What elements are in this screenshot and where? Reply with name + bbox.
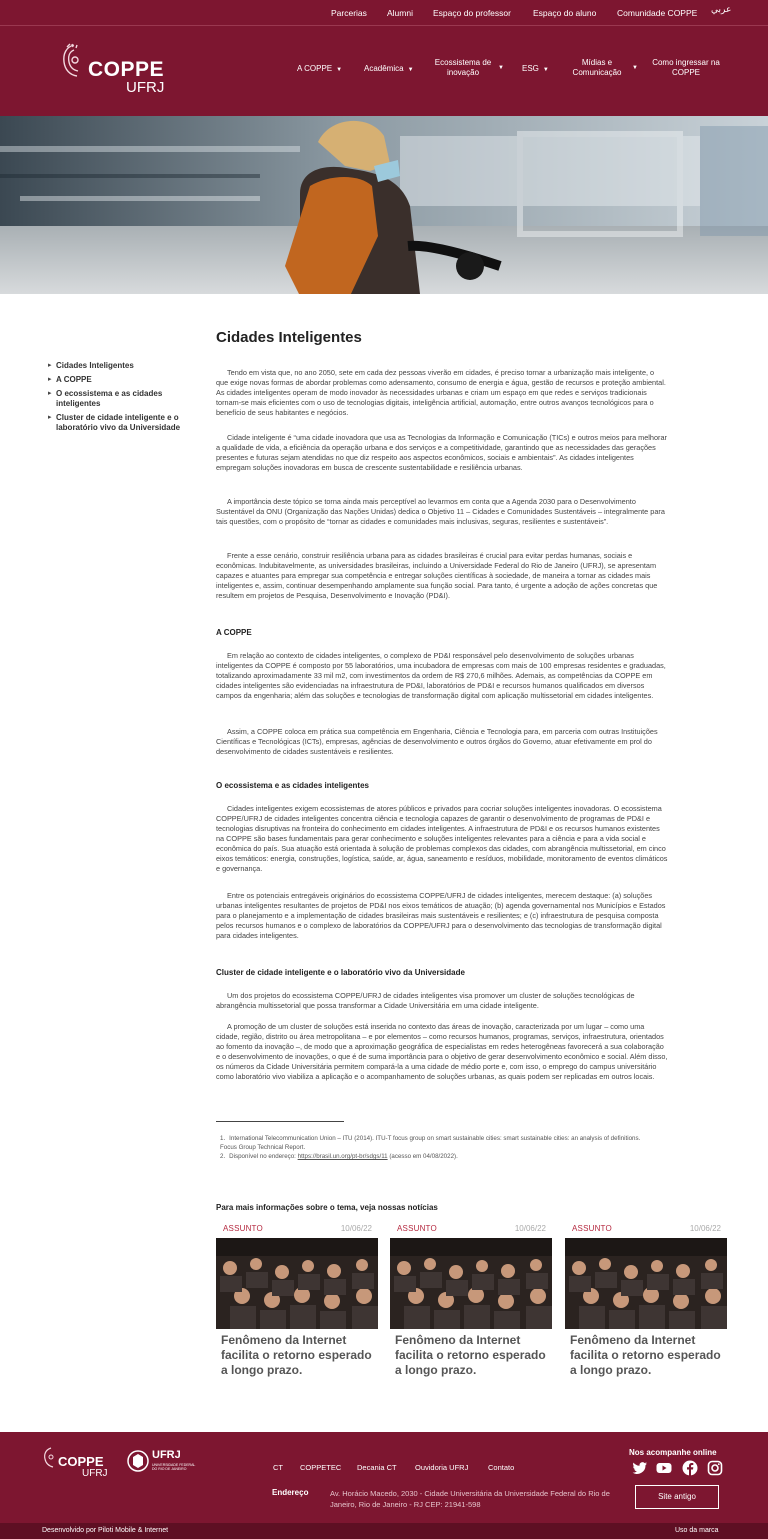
- nav-academica[interactable]: Acadêmica ▼: [364, 64, 414, 73]
- hero-photo-cyclist: [0, 116, 768, 294]
- footnote-1: 1. International Telecommunication Union – ITU (2014). ITU-T focus group on smart sustainable cities: smart sustainable cities: an analysis of definitions. Focus Group Technical Report.: [220, 1135, 641, 1151]
- article-sidebar: [48, 361, 198, 437]
- nav-ecossistema[interactable]: Ecossistema de inovação ▼: [434, 58, 504, 77]
- hero-image: [0, 116, 768, 294]
- topbar-link-comunidade[interactable]: Comunidade COPPE: [617, 8, 698, 18]
- topbar-link-alumni[interactable]: Alumni: [387, 8, 413, 18]
- sidebar-item-cluster[interactable]: ▸ Cluster de cidade inteligente e o laboratório vivo da Universidade: [48, 413, 198, 433]
- topbar-link-parcerias[interactable]: Parcerias: [331, 8, 367, 18]
- footer-link-ct[interactable]: CT: [273, 1463, 283, 1472]
- coppe-emblem-icon: [42, 1446, 58, 1470]
- news-card-date: 10/06/22: [340, 1224, 372, 1233]
- news-card-image: [216, 1238, 378, 1329]
- ufrj-emblem-icon: [127, 1448, 149, 1474]
- footer-coppe-logo[interactable]: COPPE UFRJ: [42, 1446, 112, 1482]
- chevron-down-icon: ▼: [336, 67, 343, 73]
- cluster-paragraph-2: A promoção de um cluster de soluções está inserida no contexto das áreas de inovação, caracterizada por um lugar – como uma cidade, região, distrito ou área metropolitana – e por elementos – como recursos humanos, programas, serviços, infraestrutura, orientados ao fomento da inovação –, de modo que a aproximação geográfica de especialistas em redes heterogêneas favorecerá a sua colaboração e o desenvolvimento de inovações, o que é de suma importância para o objetivo de gerar desenvolvimento econômico e social. Além disso, os números da Cidade Universitária permitem compará-la a uma cidade de médio porte e, com isso, o emprego do campus universitário como laboratório vivo viabiliza a aplicação e o acompanhamento de soluções urbanas, as quais podem ser replicadas em outros locais.: [216, 1022, 668, 1081]
- social-heading: Nos acompanhe online: [629, 1448, 717, 1457]
- intro-paragraph-4: Frente a esse cenário, construir resiliência urbana para as cidades brasileiras é crucial para evitar perdas humanas, sociais e econômicas. Indubitavelmente, as universidades brasileiras, incluindo a Universidade Federal do Rio de Janeiro (UFRJ), se apresentam capazes e atuantes para empregar sua competência e entregar soluções científicas à sociedade, de maneira a tornar as cidades mais inteligentes e, assim, continuar desempenhando amplamente sua função social. Para tanto, é urgente a adoção de ações concretas que resultem em projetos de Pesquisa, Desenvolvimento e Inovação (PD&I).: [216, 551, 658, 600]
- article-content: [216, 328, 668, 348]
- developer-credit[interactable]: Desenvolvido por Piloti Mobile & Internet: [42, 1527, 169, 1534]
- language-switch-arabic[interactable]: عربي: [711, 4, 732, 14]
- top-utility-bar: [0, 0, 768, 26]
- news-card-image: [565, 1238, 727, 1329]
- a-coppe-paragraph-1: Em relação ao contexto de cidades inteligentes, o complexo de PD&I responsável pelo desenvolvimento de soluções urbanas inteligentes da COPPE é composto por 55 laboratórios, uma incubadora de empresas com mais de 100 empresas residentes e graduadas, totalizando aproximadamente 33 mil m2, com investimentos da ordem de R$ 270,6 milhões. Ademais, as competências da COPPE em cidades inteligentes são evidenciadas na infraestrutura de PD&I, laboratórios de PD&I e recursos humanos qualificados em diversos campos da engenharia; além das soluções e tecnologias de transformação digital com aplicação multissetorial em cidades inteligentes.: [216, 651, 666, 700]
- footer-ufrj-logo[interactable]: UFRJ UNIVERSIDADE FEDERAL DO RIO DE JANEIRO: [127, 1446, 199, 1482]
- news-card-date: 10/06/22: [514, 1224, 546, 1233]
- cluster-paragraph-1: Um dos projetos do ecossistema COPPE/UFRJ de cidades inteligentes visa promover um cluster de soluções tecnológicas de abrangência multissetorial que possa transformar a Cidade Universitária em uma cidade inteligente.: [216, 991, 635, 1010]
- footnote-divider: [216, 1121, 344, 1122]
- chevron-down-icon: ▼: [407, 67, 414, 73]
- logo-brand: COPPE: [88, 58, 165, 81]
- topbar-link-aluno[interactable]: Espaço do aluno: [533, 8, 597, 18]
- facebook-icon[interactable]: [682, 1460, 698, 1476]
- footer-link-decania[interactable]: Decania CT: [357, 1463, 397, 1472]
- footnote-2: 2. Disponível no endereço: https://brasil.un.org/pt-br/sdgs/11 (acesso em 04/08/2022).: [220, 1153, 458, 1160]
- news-card-tag: ASSUNTO: [397, 1224, 437, 1233]
- old-site-button[interactable]: Site antigo: [635, 1485, 719, 1509]
- footer-link-coppetec[interactable]: COPPETEC: [300, 1463, 342, 1472]
- bottom-bar: [0, 1523, 768, 1539]
- audience-photo: [216, 1238, 378, 1329]
- sidebar-item-cidades-inteligentes[interactable]: ▸ Cidades Inteligentes: [48, 361, 198, 371]
- main-header: [0, 26, 768, 116]
- coppe-emblem-icon: [60, 42, 88, 82]
- footer-link-contato[interactable]: Contato: [488, 1463, 515, 1472]
- news-card[interactable]: [216, 1223, 378, 1383]
- a-coppe-paragraph-2: Assim, a COPPE coloca em prática sua competência em Engenharia, Ciência e Tecnologia para, em parceria com outras Instituições Científicas e Tecnológicas (ICTs), empresas, agências de desenvolvimento e outros órgãos do Governo, atuar efetivamente em prol do desenvolvimento de cidades sustentáveis e resilientes.: [216, 727, 658, 756]
- logo-sub: UFRJ: [126, 79, 165, 96]
- ecossistema-paragraph-1: Cidades inteligentes exigem ecossistemas de atores públicos e privados para cocriar soluções inteligentes inovadoras. O ecossistema COPPE/UFRJ de cidades inteligentes concentra ciência e tecnologia capazes de garantir o desenvolvimento de programas de PD&I e tecnologias disruptivas na fronteira do conhecimento em cidades inteligentes. A infraestrutura de PD&I e os recursos humanos existentes na COPPE são bases fundamentais para gerar conhecimento e soluções inteligentes relevantes para a ciência e para a vida social e econômica do país. Sua atuação está orientada à solução de problemas complexos das cidades, com abrangência multissetorial, em cinco eixos temáticos: energia, construções, logística, saúde, ar, água, saneamento e resíduos, mobilidade, monitoramento de eventos climáticos e governança.: [216, 804, 668, 873]
- twitter-icon[interactable]: [632, 1460, 648, 1476]
- nav-esg[interactable]: ESG ▼: [522, 64, 549, 73]
- news-card-date: 10/06/22: [689, 1224, 721, 1233]
- site-footer: [0, 1432, 768, 1523]
- footnotes: [220, 1134, 656, 1161]
- brand-use-link[interactable]: Uso da marca: [675, 1527, 719, 1534]
- youtube-icon[interactable]: [656, 1460, 672, 1476]
- sidebar-item-a-coppe[interactable]: ▸ A COPPE: [48, 375, 198, 385]
- chevron-down-icon: ▼: [542, 67, 549, 73]
- ecossistema-paragraph-2: Entre os potenciais entregáveis originários do ecossistema COPPE/UFRJ de cidades inteligentes, merecem destaque: (a) soluções urbanas inteligentes resultantes de projetos de PD&I nos eixos temáticos de atuação; (b) agenda governamental nos Municípios e Estados para o planejamento e a implementação de cidades brasileiras mais sustentáveis e resilientes; e (c) infraestrutura de pesquisa composta pelos recursos humanos e o complexo de laboratórios da COPPE/UFRJ para o desenvolvimento das tecnologias de transformação digital para cidades inteligentes.: [216, 891, 666, 940]
- section-title-a-coppe: A COPPE: [216, 628, 252, 637]
- section-title-ecossistema: O ecossistema e as cidades inteligentes: [216, 781, 369, 790]
- news-card[interactable]: [390, 1223, 552, 1383]
- news-card-title[interactable]: Fenômeno da Internet facilita o retorno esperado a longo prazo.: [570, 1333, 721, 1377]
- audience-photo: [390, 1238, 552, 1329]
- news-card-title[interactable]: Fenômeno da Internet facilita o retorno esperado a longo prazo.: [395, 1333, 546, 1377]
- intro-paragraph-2: Cidade inteligente é “uma cidade inovadora que usa as Tecnologias da Informação e Comunicação (TICs) e outros meios para melhorar a qualidade de vida, a eficiência da operação urbana e dos serviços e a competitividade, garantindo que as necessidades das gerações presentes e futuras sejam atendidas no que diz respeito aos aspectos econômicos, sociais e ambientais”. As cidades inteligentes empregam soluções inovadoras em busca de crescente sustentabilidade e resiliência urbanas.: [216, 433, 667, 472]
- news-card-title[interactable]: Fenômeno da Internet facilita o retorno esperado a longo prazo.: [221, 1333, 372, 1377]
- page-title: Cidades Inteligentes: [216, 329, 362, 346]
- footer-link-ouvidoria[interactable]: Ouvidoria UFRJ: [415, 1463, 469, 1472]
- audience-photo: [565, 1238, 727, 1329]
- footnote-link-sdg11[interactable]: https://brasil.un.org/pt-br/sdgs/11: [297, 1153, 388, 1160]
- intro-paragraph-3: A importância deste tópico se torna ainda mais perceptível ao levarmos em conta que a Agenda 2030 para o Desenvolvimento Sustentável da ONU (Organização das Nações Unidas) dedica o Objetivo 11 – Cidades e Comunidades Sustentáveis – integralmente para tais questões, com o propósito de “tornar as cidades e comunidades mais inclusivas, seguras, resilientes e sustentáveis”.: [216, 497, 665, 526]
- instagram-icon[interactable]: [707, 1460, 723, 1476]
- address-label: Endereço: [272, 1488, 309, 1497]
- news-card-tag: ASSUNTO: [223, 1224, 263, 1233]
- sidebar-item-ecossistema[interactable]: ▸ O ecossistema e as cidades inteligentes: [48, 389, 198, 409]
- nav-a-coppe[interactable]: A COPPE ▼: [297, 64, 343, 73]
- nav-midias[interactable]: Mídias e Comunicação ▼: [572, 58, 638, 77]
- news-card[interactable]: [565, 1223, 727, 1383]
- intro-paragraph-1: Tendo em vista que, no ano 2050, sete em cada dez pessoas viverão em cidades, é preciso tornar a urbanização mais inteligente, o que exige novas formas de abordar problemas como adensamento, consumo de energia e água, gestão de recursos e proteção ambiental. As cidades inteligentes operam de modo inovador às necessidades urbanas e criam um espaço em que redes e serviços tradicionais tornam-se mais eficientes com o uso de tecnologias digitais, inteligência artificial, automação, entre outros avanços tecnológicos para o benefício de seus habitantes e negócios.: [216, 368, 666, 417]
- news-section-title: Para mais informações sobre o tema, veja nossas notícias: [216, 1203, 438, 1212]
- topbar-link-professor[interactable]: Espaço do professor: [433, 8, 511, 18]
- news-card-tag: ASSUNTO: [572, 1224, 612, 1233]
- coppe-logo[interactable]: [60, 42, 180, 102]
- nav-como-ingressar[interactable]: Como ingressar na COPPE: [652, 58, 720, 77]
- section-title-cluster: Cluster de cidade inteligente e o laboratório vivo da Universidade: [216, 968, 465, 977]
- chevron-down-icon: ▼: [632, 65, 638, 71]
- news-card-image: [390, 1238, 552, 1329]
- address-text: Av. Horácio Macedo, 2030 - Cidade Universitária da Universidade Federal do Rio de Janeiro, Rio de Janeiro - RJ CEP: 21941-598: [330, 1489, 610, 1509]
- chevron-down-icon: ▼: [498, 65, 504, 71]
